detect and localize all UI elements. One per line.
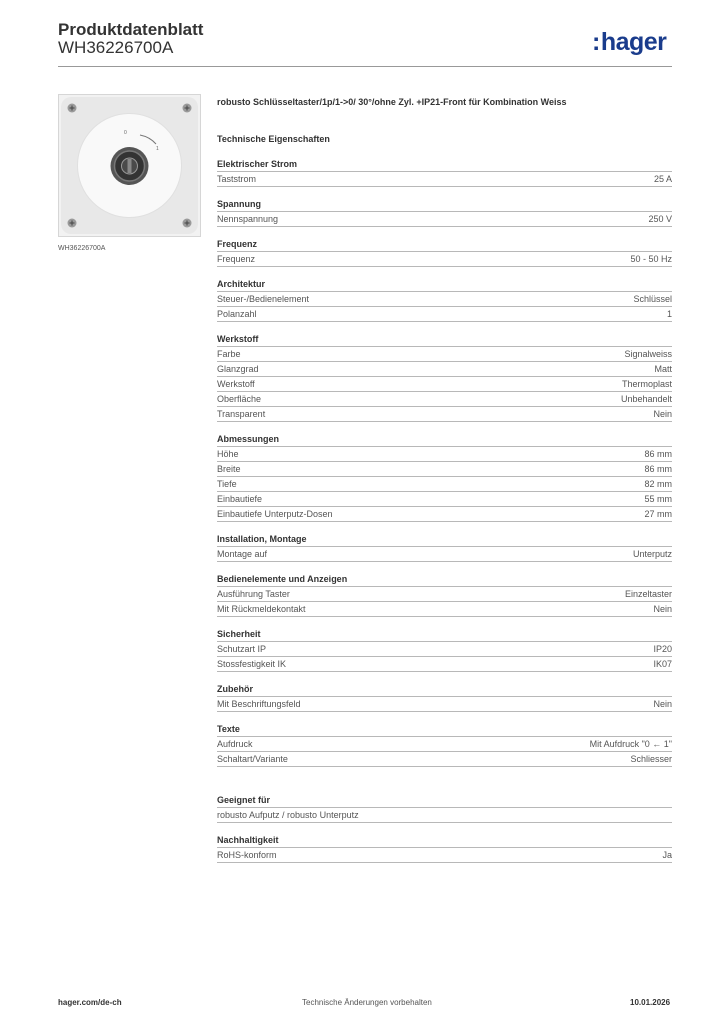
spec-label: Steuer-/Bedienelement (217, 294, 310, 304)
spec-group (217, 432, 672, 522)
spec-group (217, 572, 672, 617)
footer-note: Technische Änderungen vorbehalten (302, 998, 432, 1007)
hager-logo (592, 28, 666, 57)
document-title: Produktdatenblatt (58, 20, 204, 39)
spec-row (217, 657, 672, 672)
spec-row (217, 697, 672, 712)
spec-group (217, 332, 672, 422)
spec-group (217, 722, 672, 767)
group-title: Installation, Montage (217, 532, 672, 547)
spec-row (217, 848, 672, 863)
spec-label: Tiefe (217, 479, 237, 489)
spec-row (217, 587, 672, 602)
spec-value: Schlüssel (633, 294, 672, 304)
spec-label: Frequenz (217, 254, 256, 264)
spec-row (217, 377, 672, 392)
spec-row (217, 602, 672, 617)
spec-label: Montage auf (217, 549, 268, 559)
spec-value: Ja (662, 850, 672, 860)
spec-value: 86 mm (644, 449, 672, 459)
spec-row (217, 477, 672, 492)
spec-value: Unterputz (632, 549, 672, 559)
spec-row (217, 447, 672, 462)
group-title: Abmessungen (217, 432, 672, 447)
spec-label: Oberfläche (217, 394, 262, 404)
spec-label: robusto Aufputz / robusto Unterputz (217, 810, 359, 820)
spec-group (217, 627, 672, 672)
spec-group (217, 197, 672, 227)
group-title: Architektur (217, 277, 672, 292)
spec-value: 55 mm (644, 494, 672, 504)
group-title: Texte (217, 722, 672, 737)
spec-label: Glanzgrad (217, 364, 259, 374)
spec-label: Ausführung Taster (217, 589, 290, 599)
group-title: Geeignet für (217, 793, 672, 808)
logo-text: hager (600, 28, 667, 56)
spec-row (217, 407, 672, 422)
logo-dots-icon: : (592, 28, 600, 56)
spec-label: Aufdruck (217, 739, 253, 749)
spec-row (217, 737, 672, 752)
spec-row (217, 492, 672, 507)
spec-label: Einbautiefe (217, 494, 263, 504)
spec-value: IK07 (653, 659, 672, 669)
spec-row (217, 547, 672, 562)
spec-value: 27 mm (644, 509, 672, 519)
spec-row (217, 292, 672, 307)
spec-group (217, 532, 672, 562)
spec-label: RoHS-konform (217, 850, 277, 860)
spec-label: Werkstoff (217, 379, 255, 389)
spec-value: Unbehandelt (620, 394, 672, 404)
image-caption: WH36226700A (58, 245, 106, 252)
group-title: Spannung (217, 197, 672, 212)
spec-groups (217, 157, 672, 767)
spec-group (217, 237, 672, 267)
section-gap (217, 777, 672, 793)
spec-row (217, 362, 672, 377)
spec-row (217, 808, 672, 823)
spec-group (217, 277, 672, 322)
spec-row (217, 507, 672, 522)
spec-value: 86 mm (644, 464, 672, 474)
spec-label: Nennspannung (217, 214, 279, 224)
footer-website-link[interactable]: hager.com/de-ch (58, 998, 122, 1007)
spec-value: IP20 (653, 644, 672, 654)
group-title: Elektrischer Strom (217, 157, 672, 172)
spec-row (217, 347, 672, 362)
spec-value: 250 V (648, 214, 672, 224)
spec-value: Matt (654, 364, 672, 374)
spec-value: Thermoplast (621, 379, 672, 389)
spec-row (217, 212, 672, 227)
spec-group (217, 157, 672, 187)
product-image (58, 94, 201, 237)
spec-value: Einzeltaster (624, 589, 672, 599)
spec-label: Stossfestigkeit IK (217, 659, 287, 669)
spec-label: Höhe (217, 449, 239, 459)
spec-value: Nein (653, 604, 672, 614)
sustainability-group (217, 833, 672, 863)
spec-value: 25 A (653, 174, 672, 184)
spec-value: 82 mm (644, 479, 672, 489)
spec-content (217, 94, 672, 873)
spec-value: Signalweiss (624, 349, 672, 359)
group-title: Nachhaltigkeit (217, 833, 672, 848)
spec-label: Transparent (217, 409, 266, 419)
spec-value: Schliesser (630, 754, 672, 764)
spec-row (217, 172, 672, 187)
footer-date: 10.01.2026 (630, 998, 671, 1007)
spec-label: Schaltart/Variante (217, 754, 288, 764)
product-description: robusto Schlüsseltaster/1p/1->0/ 30°/ohne Zyl. +IP21-Front für Kombination Weiss (217, 97, 567, 107)
spec-value: Nein (653, 409, 672, 419)
spec-value: 1 (666, 309, 672, 319)
spec-value: 50 - 50 Hz (630, 254, 672, 264)
spec-row (217, 307, 672, 322)
spec-value: Mit Aufdruck "0 ← 1" (589, 739, 672, 749)
group-title: Frequenz (217, 237, 672, 252)
group-title: Zubehör (217, 682, 672, 697)
group-title: Sicherheit (217, 627, 672, 642)
spec-label: Mit Rückmeldekontakt (217, 604, 306, 614)
spec-row (217, 392, 672, 407)
spec-label: Farbe (217, 349, 241, 359)
group-title: Bedienelemente und Anzeigen (217, 572, 672, 587)
spec-label: Taststrom (217, 174, 257, 184)
spec-label: Mit Beschriftungsfeld (217, 699, 301, 709)
svg-text:0: 0 (124, 130, 127, 136)
spec-group (217, 682, 672, 712)
technical-properties-title: Technische Eigenschaften (217, 134, 330, 144)
spec-row (217, 462, 672, 477)
spec-label: Polanzahl (217, 309, 257, 319)
group-title: Werkstoff (217, 332, 672, 347)
header-divider (58, 66, 672, 67)
article-number: WH36226700A (58, 38, 174, 57)
spec-row (217, 642, 672, 657)
spec-value: Nein (653, 699, 672, 709)
spec-row (217, 752, 672, 767)
spec-label: Schutzart IP (217, 644, 267, 654)
spec-label: Einbautiefe Unterputz-Dosen (217, 509, 333, 519)
svg-text:1: 1 (156, 146, 159, 152)
spec-row (217, 252, 672, 267)
suitable-group (217, 793, 672, 823)
spec-label: Breite (217, 464, 241, 474)
